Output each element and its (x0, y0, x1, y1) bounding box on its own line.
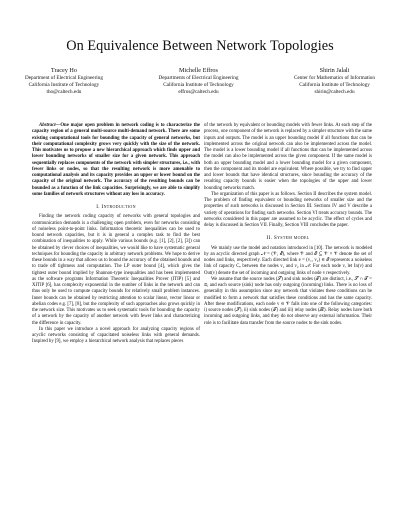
author-name: Tracey Ho (50, 67, 77, 74)
author-institution: California Institute of Technology (299, 82, 370, 89)
model-paragraph-2: We assume that the source nodes (𝒮) and sink nodes (𝒯) are distinct, i.e., 𝒮 ∩ 𝒯 = ∅, and each source (sink) node has only outgoing (incoming) links. There is no loss of generality in this assumption since any network that violates these conditions can be modified to form a network that satisfies these conditions and has the same capacity. After these modifications, each node v ∈ 𝒱 falls into one of the following categories: i) source nodes (𝒮), ii) sink nodes (𝒯) and iii) relay nodes (ℛ). Relay nodes have both incoming and outgoing links, and they do not observe any external information. Their role is to facilitate data transfer from the source nodes to the sink nodes. (204, 276, 372, 326)
author-affiliation: Department of Electrical Engineering (25, 75, 103, 81)
author-email: effros@caltech.edu (178, 89, 219, 96)
author-institution: California Institute of Technology (28, 82, 100, 89)
author-institution: California Institute of Technology (163, 82, 234, 89)
paper-title: On Equivalence Between Network Topologies (66, 38, 334, 54)
section-heading-system-model: II. System model (266, 235, 310, 242)
section-heading-introduction: I. Introduction (96, 204, 136, 210)
author-1 (25, 67, 103, 97)
author-3 (294, 67, 375, 97)
author-email: shirin@caltech.edu (314, 89, 355, 96)
right-column (204, 123, 372, 327)
author-email: tho@caltech.edu (46, 89, 82, 96)
abstract-label: Abstract— (39, 123, 61, 128)
intro-paragraph-1: Finding the network coding capacity of networks with general topologies and communication demands is a challenging open problem, even for networks consisting of noiseless point-to-point links. Information theoretic inequalities can be used to bound network capacities, but it is in general a complex task to find the best combination of inequalities to apply. While various bounds (e.g. [1], [2], [2], [3]) can be obtained by clever choices of inequalities, we would like to have systematic general techniques for bounding the capacity in arbitrary network problems. We hope to derive these bounds in a way that allows us to bound the accuracy of the obtained bounds and to trade off tightness and computation. The LP outer bound [4], which gives the tightest outer bound implied by Shannon-type inequalities and has been implemented as the software programs Information Theoretic Inequalities Prover (ITIP) [5] and XITIP [6], has complexity exponential in the number of links in the network and can thus only be used to compute capacity bounds for relatively small problem instances. Inner bounds can be obtained by restricting attention to scalar linear, vector linear or abelian codes e.g. [7], [8], but the complexity of such approaches also grows quickly in the network size. This motivates us to seek systematic tools for bounding the capacity of a network by the capacity of another network with fewer links and characterizing the difference in capacity. (32, 214, 200, 326)
author-name: Michelle Effros (179, 67, 218, 74)
author-2 (159, 67, 239, 97)
model-paragraph-1: We mainly use the model and notation introduced in [10]. The network is modeled by an acyclic directed graph 𝒩 = (𝒱, ℰ), where 𝒱 and ℰ ⊆ 𝒱 × 𝒱 denote the set of nodes and links, respectively. Each directed link e = (v₁, v₂) ∈ ℰ represents a noiseless link of capacity Cₑ between the nodes v₁ and v₂ in 𝒩. For each node v, let In(v) and Out(v) denote the set of incoming and outgoing links of node v respectively. (204, 245, 372, 276)
author-name: Shirin Jalali (319, 67, 350, 74)
intro-paragraph-2: In this paper we introduce a novel approach for analyzing capacity regions of acyclic networks consisting of capacitated noiseless links with general demands. Inspired by [9], we employ a hierarchical network analysis that replaces pieces (32, 326, 200, 345)
author-block (25, 67, 375, 97)
abstract-text: One major open problem in network coding is to characterize the capacity region of a general multi-source multi-demand network. There are some existing computational tools for bounding the capacity of general networks, but their computational complexity grows very quickly with the size of the network. This motivates us to propose a new hierarchical approach which finds upper and lower bounding networks of smaller size for a given network. This approach sequentially replaces components of the network with simpler structures, i.e., with fewer links or nodes, so that the resulting network is more amenable to computational analysis and its capacity provides an upper or lower bound on the capacity of the original network. The accuracy of the resulting bounds can be bounded as a function of the link capacities. Surprisingly, we are able to simplify some families of network structures without any loss in accuracy. (32, 123, 200, 197)
intro-paragraph-4: The organization of this paper is as follows. Section II describes the system model. The problem of finding equivalent or bounding networks of smaller size and the properties of such networks is discussed in Section III. Sections IV and V describe a variety of operations for finding such networks. Section VI treats accuracy bounds. The networks considered in this paper are assumed to be acyclic. The effect of cycles and delay is discussed in Section VII. Finally, Section VIII concludes the paper. (204, 191, 372, 228)
left-column (32, 123, 200, 346)
author-affiliation: Departments of Electrical Engineering (158, 75, 239, 81)
author-affiliation: Center for Mathematics of Information (294, 75, 375, 81)
abstract (32, 123, 200, 198)
intro-paragraph-3: of the network by equivalent or bounding models with fewer links. At each step of the process, one component of the network is replaced by a simpler structure with the same inputs and outputs. The model is an upper bounding model if all functions that can be implemented across the original network can also be implemented across the model. The model is a lower bounding model if all functions that can be implemented across the model can also be implemented across the given component. If the same model is both an upper bounding model and a lower bounding model for a given component, then the component and its model are equivalent. Where possible, we try to find upper and lower bounds that have identical structures, since bounding the accuracy of the resulting capacity bounds is easier when the topologies of the upper and lower bounding networks match. (204, 123, 372, 191)
